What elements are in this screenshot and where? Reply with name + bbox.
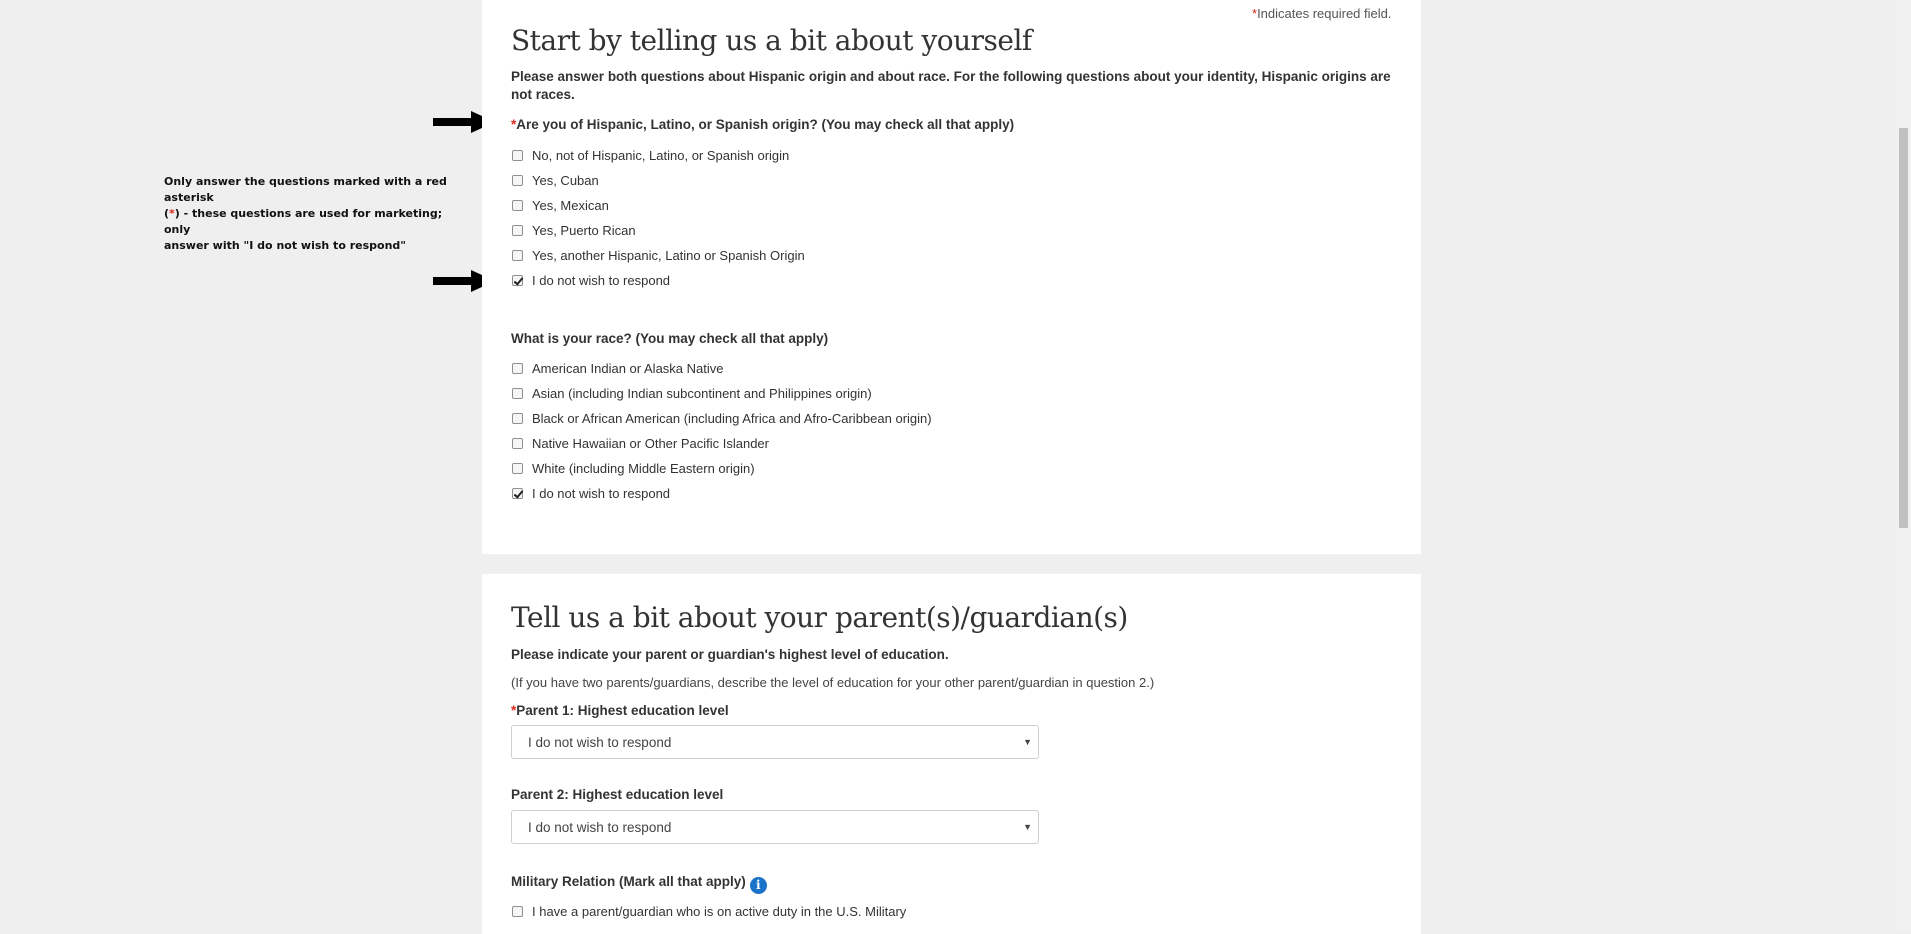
section-title: Start by telling us a bit about yourself: [511, 24, 1032, 57]
race-question-label: What is your race? (You may check all that apply): [511, 331, 829, 346]
parent1-label: [511, 703, 729, 718]
option-label: Yes, Mexican: [532, 197, 609, 213]
hispanic-option[interactable]: [512, 146, 789, 164]
required-star: *: [511, 117, 517, 132]
annotation-note: [164, 174, 464, 254]
checkbox[interactable]: [512, 250, 523, 261]
option-label: I do not wish to respond: [532, 272, 671, 288]
checkbox[interactable]: [512, 200, 523, 211]
checkbox-checked[interactable]: [512, 275, 523, 286]
hispanic-question-text: Are you of Hispanic, Latino, or Spanish origin? (You may check all that apply): [516, 117, 1015, 132]
required-note-text: Indicates required field.: [1257, 6, 1392, 21]
section-note: (If you have two parents/guardians, describe the level of education for your other parent/guardian in question 2.): [511, 675, 1155, 690]
checkbox[interactable]: [512, 175, 523, 186]
race-option[interactable]: [512, 484, 670, 502]
parent1-label-text: Parent 1: Highest education level: [516, 703, 729, 718]
annotation-line-2-rest: ) - these questions are used for marketing; only: [164, 207, 443, 236]
hispanic-option[interactable]: [512, 271, 670, 289]
select-value: I do not wish to respond: [528, 734, 672, 750]
race-option[interactable]: [512, 359, 723, 377]
race-option[interactable]: [512, 384, 872, 402]
hispanic-option[interactable]: [512, 246, 805, 264]
annotation-paren: (: [164, 207, 170, 220]
option-label: American Indian or Alaska Native: [532, 360, 724, 376]
annotation-line-3: answer with "I do not wish to respond": [164, 239, 407, 252]
chevron-down-icon: ▼: [1023, 822, 1032, 832]
military-relation-label: [511, 874, 767, 894]
checkbox-checked[interactable]: [512, 488, 523, 499]
option-label: Yes, Puerto Rican: [532, 222, 636, 238]
hispanic-question-label: [511, 117, 1014, 132]
checkbox[interactable]: [512, 363, 523, 374]
checkbox[interactable]: [512, 438, 523, 449]
checkbox[interactable]: [512, 413, 523, 424]
section-title: Tell us a bit about your parent(s)/guardian(s): [511, 601, 1128, 634]
hispanic-option[interactable]: [512, 221, 636, 239]
section-intro: Please answer both questions about Hispanic origin and about race. For the following questions about your identity, Hispanic origins are not races.: [511, 69, 1391, 102]
section-intro: Please indicate your parent or guardian's highest level of education.: [511, 647, 949, 662]
scrollbar-thumb[interactable]: [1899, 128, 1908, 528]
select-value: I do not wish to respond: [528, 819, 672, 835]
checkbox[interactable]: [512, 225, 523, 236]
annotation-line-2: [164, 206, 464, 238]
option-label: Asian (including Indian subcontinent and Philippines origin): [532, 385, 872, 401]
race-option[interactable]: [512, 434, 769, 452]
option-label: I do not wish to respond: [532, 485, 671, 501]
hispanic-option[interactable]: [512, 196, 609, 214]
option-label: White (including Middle Eastern origin): [532, 460, 755, 476]
option-label: No, not of Hispanic, Latino, or Spanish origin: [532, 147, 790, 163]
required-star: *: [511, 703, 517, 718]
required-field-note: [1252, 6, 1391, 21]
race-option[interactable]: [512, 459, 755, 477]
option-label: Yes, another Hispanic, Latino or Spanish Origin: [532, 247, 805, 263]
annotation-star: *: [169, 207, 175, 220]
military-label-text: Military Relation (Mark all that apply): [511, 874, 746, 889]
annotation-line-1: Only answer the questions marked with a red asterisk: [164, 175, 447, 204]
checkbox[interactable]: [512, 388, 523, 399]
military-option[interactable]: [512, 902, 906, 920]
race-option[interactable]: [512, 409, 932, 427]
parent2-label: Parent 2: Highest education level: [511, 787, 724, 802]
option-label: Native Hawaiian or Other Pacific Islander: [532, 435, 769, 451]
checkbox[interactable]: [512, 150, 523, 161]
option-label: I have a parent/guardian who is on active duty in the U.S. Military: [532, 903, 907, 919]
option-label: Yes, Cuban: [532, 172, 599, 188]
checkbox[interactable]: [512, 463, 523, 474]
option-label: Black or African American (including Africa and Afro-Caribbean origin): [532, 410, 932, 426]
parent1-education-select[interactable]: [511, 725, 1039, 759]
info-icon[interactable]: i: [750, 877, 767, 894]
checkbox[interactable]: [512, 906, 523, 917]
parent2-education-select[interactable]: [511, 810, 1039, 844]
hispanic-option[interactable]: [512, 171, 599, 189]
chevron-down-icon: ▼: [1023, 737, 1032, 747]
required-star: *: [1252, 6, 1258, 21]
